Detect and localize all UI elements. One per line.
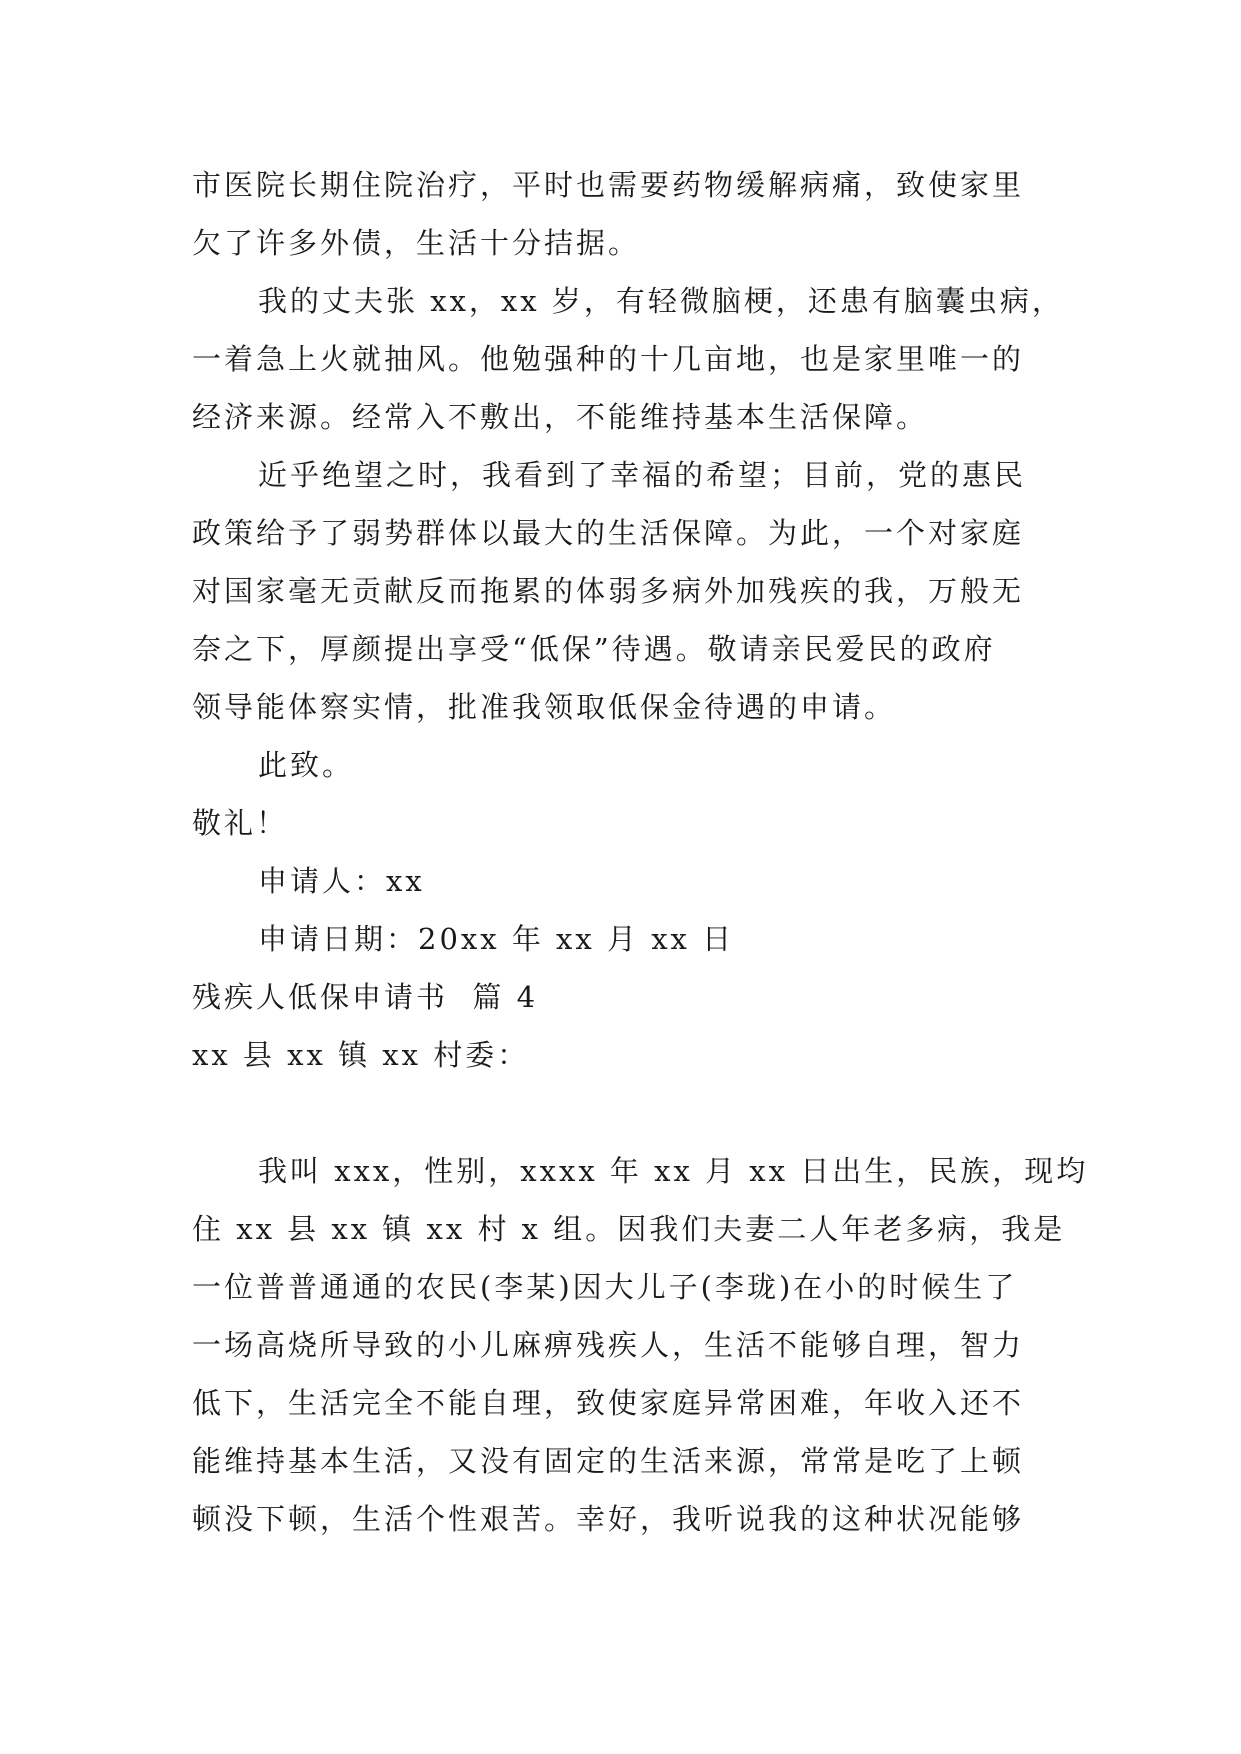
- blank-line: [192, 1084, 1072, 1142]
- text-line: 一位普普通通的农民(李某)因大儿子(李珑)在小的时候生了: [192, 1270, 1018, 1304]
- paragraph-start: 近乎绝望之时，我看到了幸福的希望；目前，党的惠民: [258, 458, 1027, 492]
- text-line: 经济来源。经常入不敷出，不能维持基本生活保障。: [192, 400, 929, 434]
- section-title: 残疾人低保申请书 篇 4: [192, 980, 539, 1014]
- addressee: xx 县 xx 镇 xx 村委：: [192, 1038, 530, 1072]
- text-line: 能维持基本生活，又没有固定的生活来源，常常是吃了上顿: [192, 1444, 1025, 1478]
- applicant-name: 申请人：xx: [258, 864, 425, 898]
- salutation: 敬礼！: [192, 806, 289, 840]
- text-line: 一场高烧所导致的小儿麻痹残疾人，生活不能够自理，智力: [192, 1328, 1025, 1362]
- text-line: 顿没下顿，生活个性艰苦。幸好，我听说我的这种状况能够: [192, 1502, 1025, 1536]
- paragraph-start: 我的丈夫张 xx，xx 岁，有轻微脑梗，还患有脑囊虫病，: [258, 284, 1064, 318]
- text-line: 奈之下，厚颜提出享受“低保”待遇。敬请亲民爱民的政府: [192, 632, 996, 666]
- text-line: 低下，生活完全不能自理，致使家庭异常困难，年收入还不: [192, 1386, 1025, 1420]
- text-line: 市医院长期住院治疗，平时也需要药物缓解病痛，致使家里: [192, 168, 1025, 202]
- text-line: 住 xx 县 xx 镇 xx 村 x 组。因我们夫妻二人年老多病，我是: [192, 1212, 1066, 1246]
- application-date: 申请日期：20xx 年 xx 月 xx 日: [258, 922, 735, 956]
- closing-phrase: 此致。: [258, 748, 355, 782]
- document-page: [192, 156, 1089, 1548]
- text-line: 领导能体察实情，批准我领取低保金待遇的申请。: [192, 690, 897, 724]
- text-line: 政策给予了弱势群体以最大的生活保障。为此，一个对家庭: [192, 516, 1025, 550]
- text-line: 欠了许多外债，生活十分拮据。: [192, 226, 641, 260]
- text-line: 对国家毫无贡献反而拖累的体弱多病外加残疾的我，万般无: [192, 574, 1025, 608]
- text-line: 一着急上火就抽风。他勉强种的十几亩地，也是家里唯一的: [192, 342, 1025, 376]
- paragraph-start: 我叫 xxx，性别，xxxx 年 xx 月 xx 日出生，民族，现均: [258, 1154, 1089, 1188]
